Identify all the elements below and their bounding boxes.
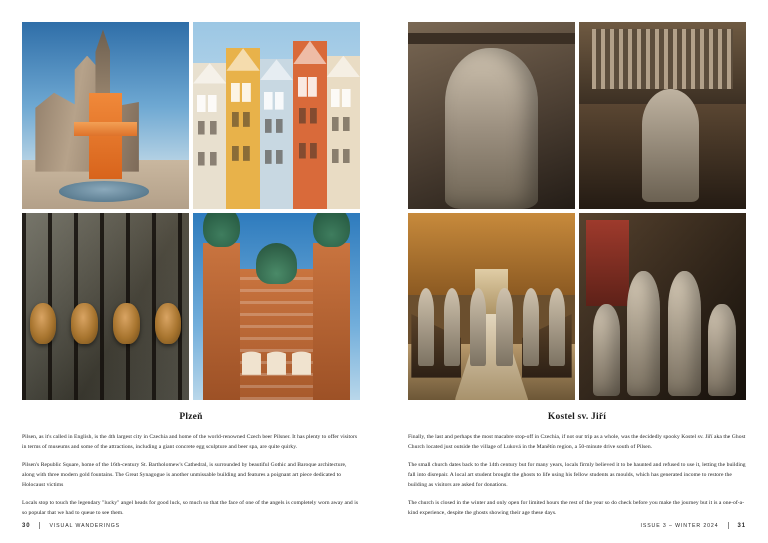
right-photo-grid bbox=[408, 22, 746, 400]
fountain-shape bbox=[59, 181, 149, 202]
organ-pipes bbox=[592, 29, 732, 89]
paragraph: The church is closed in the winter and only open for limited hours the rest of the year so do check before you make the journey but it is a one-of-a-kind experience, despite the ghosts showing their age these days. bbox=[408, 499, 745, 517]
windows bbox=[260, 83, 293, 209]
tower-right bbox=[313, 243, 350, 400]
house-row bbox=[193, 22, 360, 209]
page-number: 31 bbox=[737, 522, 746, 529]
orange-sculpture-shape bbox=[89, 93, 122, 179]
left-footer bbox=[22, 522, 120, 529]
page-number: 30 bbox=[22, 522, 31, 529]
windows bbox=[193, 86, 226, 209]
photo-plzen-great-synagogue bbox=[193, 213, 360, 400]
ghost-figure bbox=[523, 288, 539, 367]
photo-church-nave-ghosts bbox=[408, 213, 575, 400]
right-page bbox=[384, 0, 768, 543]
ghost-figure bbox=[668, 271, 701, 397]
ghost-figure bbox=[549, 288, 565, 367]
ghost-figure bbox=[593, 304, 620, 396]
photo-plzen-colorful-houses bbox=[193, 22, 360, 209]
paragraph: Pilsen, as it's called in English, is the 4th largest city in Czechia and home of the world-renowned Czech beer Pilsner. It has plenty to offer visitors in terms of museums and some of the attractions, including a giant concrete egg sculpture and beer spa, are quite quirky. bbox=[22, 434, 358, 451]
angel-heads-row bbox=[22, 295, 189, 351]
ghost-figure bbox=[470, 288, 486, 367]
dome-left bbox=[203, 213, 240, 247]
paragraph: The small church dates back to the 14th century but for many years, locals firmly believed it to be haunted and refused to use it, letting the building fall into disrepair. A local art student brought the ghosts to life using his fellow students as moulds, which has generated income to restore the building as visitors are asked for donations. bbox=[408, 461, 746, 489]
ghost-figure bbox=[445, 48, 539, 209]
ghost-figure bbox=[418, 288, 434, 367]
photo-ghost-figure-balcony bbox=[408, 22, 575, 209]
house-1 bbox=[193, 63, 226, 209]
windows bbox=[327, 80, 360, 209]
house-5 bbox=[327, 56, 360, 209]
angel-head bbox=[113, 303, 140, 343]
dome-right bbox=[313, 213, 350, 247]
paragraph: Finally, the last and perhaps the most macabre stop-off in Czechia, if not our trip as a whole, was the decidedly spooky Kostel sv. Jiří aka the Ghost Church located just outside the village of Luková in the Manětín region, a 50-minute drive south of Pilsen. bbox=[408, 434, 746, 451]
angel-head bbox=[71, 303, 98, 343]
photo-ghost-figure-organ bbox=[579, 22, 746, 209]
ghost-figures-row bbox=[418, 288, 565, 367]
central-dome bbox=[256, 243, 296, 284]
arched-windows bbox=[240, 303, 314, 382]
left-body-text bbox=[22, 432, 360, 518]
ghost-figure bbox=[642, 89, 699, 201]
balcony-rail bbox=[408, 33, 575, 44]
house-2 bbox=[226, 48, 259, 209]
house-3 bbox=[260, 59, 293, 209]
ghost-figure bbox=[444, 288, 460, 367]
left-photo-grid bbox=[22, 22, 360, 400]
right-footer bbox=[641, 522, 747, 529]
publication-title: VISUAL WANDERINGS bbox=[49, 522, 121, 529]
ghost-figure bbox=[627, 271, 660, 397]
right-body-text bbox=[408, 432, 746, 518]
paragraph: Pilsen's Republic Square, home of the 16th-century St. Bartholomew's Cathedral, is surrounded by beautiful Gothic and Baroque architecture, along with three modern gold fountains. The Great Synagogue is another unmissable building and features a poignant art piece dedicated to Holocaust victims bbox=[22, 461, 347, 489]
angel-head bbox=[155, 303, 182, 343]
photo-ghost-group-red-banner bbox=[579, 213, 746, 400]
angel-head bbox=[30, 303, 57, 343]
issue-label: ISSUE 3 – WINTER 2024 bbox=[640, 522, 719, 529]
windows bbox=[226, 74, 259, 209]
house-4 bbox=[293, 41, 326, 209]
windows bbox=[293, 68, 326, 209]
left-caption: Plzeň bbox=[179, 412, 203, 422]
paragraph: Locals stop to touch the legendary "lucky" angel heads for good luck, so much so that the face of one of the angels is completely worn away and is so popular that we had to queue to see them. bbox=[22, 499, 359, 517]
photo-plzen-angel-heads-fence bbox=[22, 213, 189, 400]
divider bbox=[39, 522, 40, 529]
divider bbox=[728, 522, 729, 529]
right-caption: Kostel sv. Jiří bbox=[547, 412, 607, 422]
ghost-figure bbox=[708, 304, 735, 396]
tower-left bbox=[203, 243, 240, 400]
ghost-figures-row bbox=[589, 243, 739, 396]
ghost-figure bbox=[496, 288, 512, 367]
photo-plzen-cathedral-square bbox=[22, 22, 189, 209]
